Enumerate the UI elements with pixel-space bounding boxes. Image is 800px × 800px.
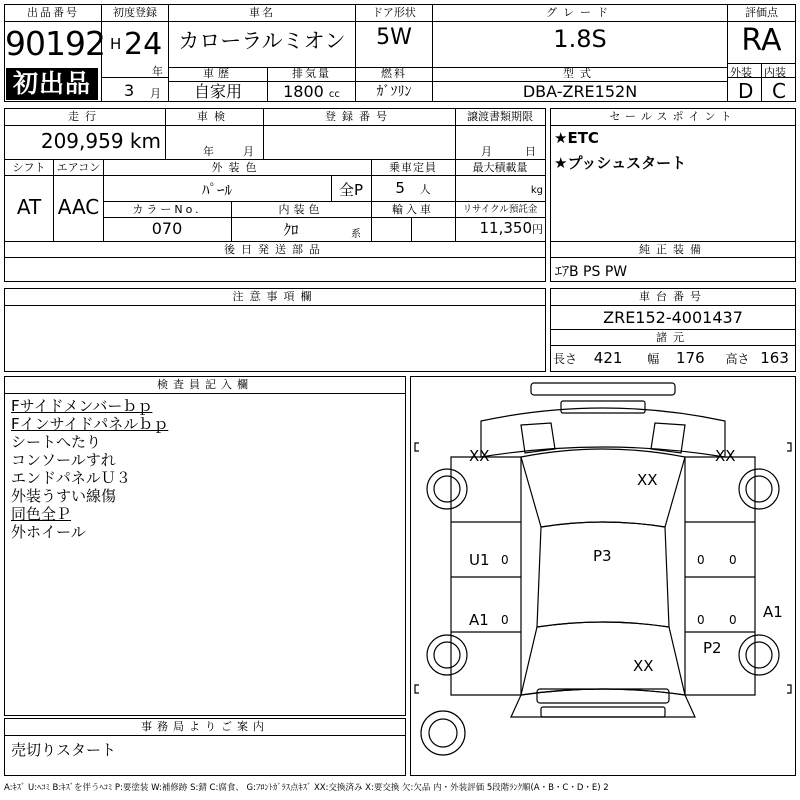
office-block (4, 718, 406, 776)
inspector-line: シートへたり (11, 433, 102, 451)
notes-label: 注意事項欄 (5, 289, 545, 306)
specs-row (553, 349, 795, 367)
inspector-line: 外装うすい線傷 (11, 487, 117, 505)
sales-points-label: セールスポイント (551, 109, 795, 126)
displacement-unit: cc (328, 89, 340, 100)
sales-point-2: ★プッシュスタート (554, 154, 687, 172)
notes-block (4, 288, 546, 372)
door-block (356, 5, 432, 67)
mark-front-right: XX (715, 447, 736, 465)
int-color-label: 内装色 (278, 203, 324, 216)
front-grille (561, 401, 645, 413)
mark-d2: 0 (501, 613, 509, 627)
grade-label: グレード (433, 5, 727, 22)
shift-label: シフト (12, 161, 46, 174)
inspection-year-unit: 年 (203, 145, 215, 158)
mark-left-front-door: U1 (469, 551, 490, 569)
specs-label: 諸元 (656, 331, 690, 344)
shift: AT (16, 195, 42, 219)
ext-color-all: 全P (338, 181, 364, 199)
exterior-score: D (738, 79, 754, 103)
details-block (4, 108, 546, 282)
right-side (685, 457, 755, 695)
ext-color: ﾊﾟｰﾙ (201, 181, 232, 199)
inspector-line: Fインサイドパネルｂｐ (11, 415, 169, 433)
car-name-block (169, 5, 355, 67)
recycle-label: リサイクル預託金 (462, 204, 538, 215)
chassis-label: 車台番号 (551, 289, 795, 306)
inspector-line: 外ホイール (11, 523, 86, 541)
ac: AAC (57, 195, 100, 219)
year-unit: 年 (152, 65, 163, 78)
car-diagram-svg (411, 377, 795, 775)
mileage: 209,959 km (40, 129, 161, 153)
mark-d4: 0 (697, 613, 705, 627)
later-parts-label: 後日発送部品 (224, 243, 326, 256)
history: 自家用 (193, 82, 242, 101)
office-label: 事務局よりご案内 (5, 719, 405, 736)
displacement (268, 82, 355, 105)
office-notice: 売切りスタート (11, 741, 117, 759)
capacity-unit: 人 (419, 183, 431, 196)
listing-header (4, 4, 796, 102)
car-name-label: 車名 (169, 5, 355, 22)
int-color-unit: 系 (351, 229, 361, 240)
int-color: ｸﾛ (283, 221, 299, 239)
transfer-month-unit: 月 (481, 145, 493, 158)
max-load-label: 最大積載量 (472, 161, 528, 174)
inspector-line: コンソールすれ (11, 451, 116, 469)
import-label: 輸入車 (392, 203, 434, 216)
year: 24 (124, 27, 163, 62)
mark-hood: XX (637, 471, 658, 489)
inspector-lines (11, 397, 401, 541)
lot-number: 90192 (5, 24, 105, 63)
length: 421 (593, 349, 623, 367)
ext-color-label: 外装色 (211, 161, 263, 174)
mark-front-left: XX (469, 447, 490, 465)
history-label: 車歴 (203, 67, 233, 80)
interior-score: C (772, 79, 786, 103)
inspector-line: Fサイドメンバーｂｐ (11, 397, 153, 415)
displacement-value: 1800 (283, 82, 324, 101)
chassis-number: ZRE152-4001437 (603, 308, 743, 327)
genuine-equipment-label: 純正装備 (639, 243, 707, 256)
model: DBA-ZRE152N (522, 82, 638, 101)
sales-points-block (550, 108, 796, 282)
sales-point-1: ★ETC (554, 129, 599, 147)
legend: A:ｷｽﾞ U:ﾍｺﾐ B:ｷｽﾞを伴うﾍｺﾐ P:要塗装 W:補修跡 S:錆 C:腐食、 G:ﾌﾛﾝﾄｶﾞﾗｽ点ｷｽﾞ XX:交換済み X:要交換 欠:欠品 内・外装評価 5段階ﾗﾝｸ順(A・B・C・D・E) 2 (4, 783, 609, 793)
first-registration (102, 5, 168, 101)
mark-left-rear-door: A1 (469, 611, 489, 629)
score-block (728, 5, 795, 101)
grade-block (433, 5, 727, 67)
inspector-block (4, 376, 406, 716)
color-no: 070 (151, 219, 183, 238)
first-listing-badge: 初出品 (6, 68, 98, 100)
recycle-value: 11,350 (479, 219, 532, 237)
capacity-value: 5 (395, 179, 405, 197)
front-outline (481, 408, 725, 457)
color-no-label: カラーNo. (132, 203, 202, 216)
left-side (451, 457, 521, 695)
wheel-front-left (427, 469, 467, 509)
mark-right-rear-quarter: A1 (763, 603, 783, 621)
score: RA (741, 23, 782, 58)
mileage-label: 走行 (68, 110, 102, 123)
inspection-label: 車検 (197, 110, 231, 123)
door: 5W (376, 25, 412, 50)
front-bumper (531, 383, 675, 395)
mark-d6: 0 (729, 613, 737, 627)
max-load-unit: kg (530, 185, 543, 196)
inspector-label: 検査員記入欄 (5, 377, 405, 394)
genuine-equipment: ｴｱB PS PW (555, 264, 628, 280)
height-label: 高さ (725, 352, 750, 366)
width-label: 幅 (647, 352, 660, 366)
fuel-label: 燃料 (381, 67, 407, 80)
mark-trunk: XX (633, 657, 654, 675)
width: 176 (676, 349, 705, 367)
displacement-label: 排気量 (292, 67, 331, 80)
month: 3 (124, 81, 135, 100)
mark-d1: 0 (501, 553, 509, 567)
interior-label: 内装 (764, 66, 786, 79)
first-reg-label: 初度登録 (102, 5, 168, 22)
exterior-label: 外装 (730, 66, 752, 79)
lot-number-label: 出品番号 (5, 5, 101, 22)
era: H (110, 35, 122, 53)
fuel: ｶﾞｿﾘﾝ (376, 84, 412, 100)
door-label: ドア形状 (356, 5, 432, 22)
mark-d3: 0 (697, 553, 705, 567)
month-unit: 月 (150, 87, 161, 100)
chassis-block (550, 288, 796, 372)
transfer-label: 譲渡書類期限 (467, 110, 533, 123)
mark-roof: P3 (593, 547, 612, 565)
recycle (455, 219, 543, 237)
model-label: 型式 (563, 67, 597, 80)
recycle-unit: 円 (532, 223, 543, 236)
mark-d5: 0 (729, 553, 737, 567)
hood (521, 449, 685, 527)
reg-number-label: 登録番号 (325, 110, 393, 123)
transfer-day-unit: 日 (525, 145, 537, 158)
wheel-rear-right (739, 635, 779, 675)
wheel-front-right (739, 469, 779, 509)
spare-wheel (421, 711, 465, 755)
lot-number-block (5, 5, 105, 101)
mark-right-rear-door: P2 (703, 639, 722, 657)
car-name: カローラルミオン (178, 29, 346, 53)
wheel-rear-left (427, 635, 467, 675)
inspector-line: 同色全Ｐ (11, 505, 72, 523)
grade: 1.8S (553, 25, 607, 53)
height: 163 (760, 349, 789, 367)
score-label: 評価点 (728, 5, 795, 22)
inspection-month-unit: 月 (243, 145, 255, 158)
capacity (371, 179, 455, 197)
inspector-line: エンドパネルＵ３ (11, 469, 131, 487)
length-label: 長さ (553, 352, 578, 366)
damage-diagram (410, 376, 796, 776)
capacity-label: 乗車定員 (389, 161, 437, 174)
ac-label: エアコン (56, 161, 101, 174)
